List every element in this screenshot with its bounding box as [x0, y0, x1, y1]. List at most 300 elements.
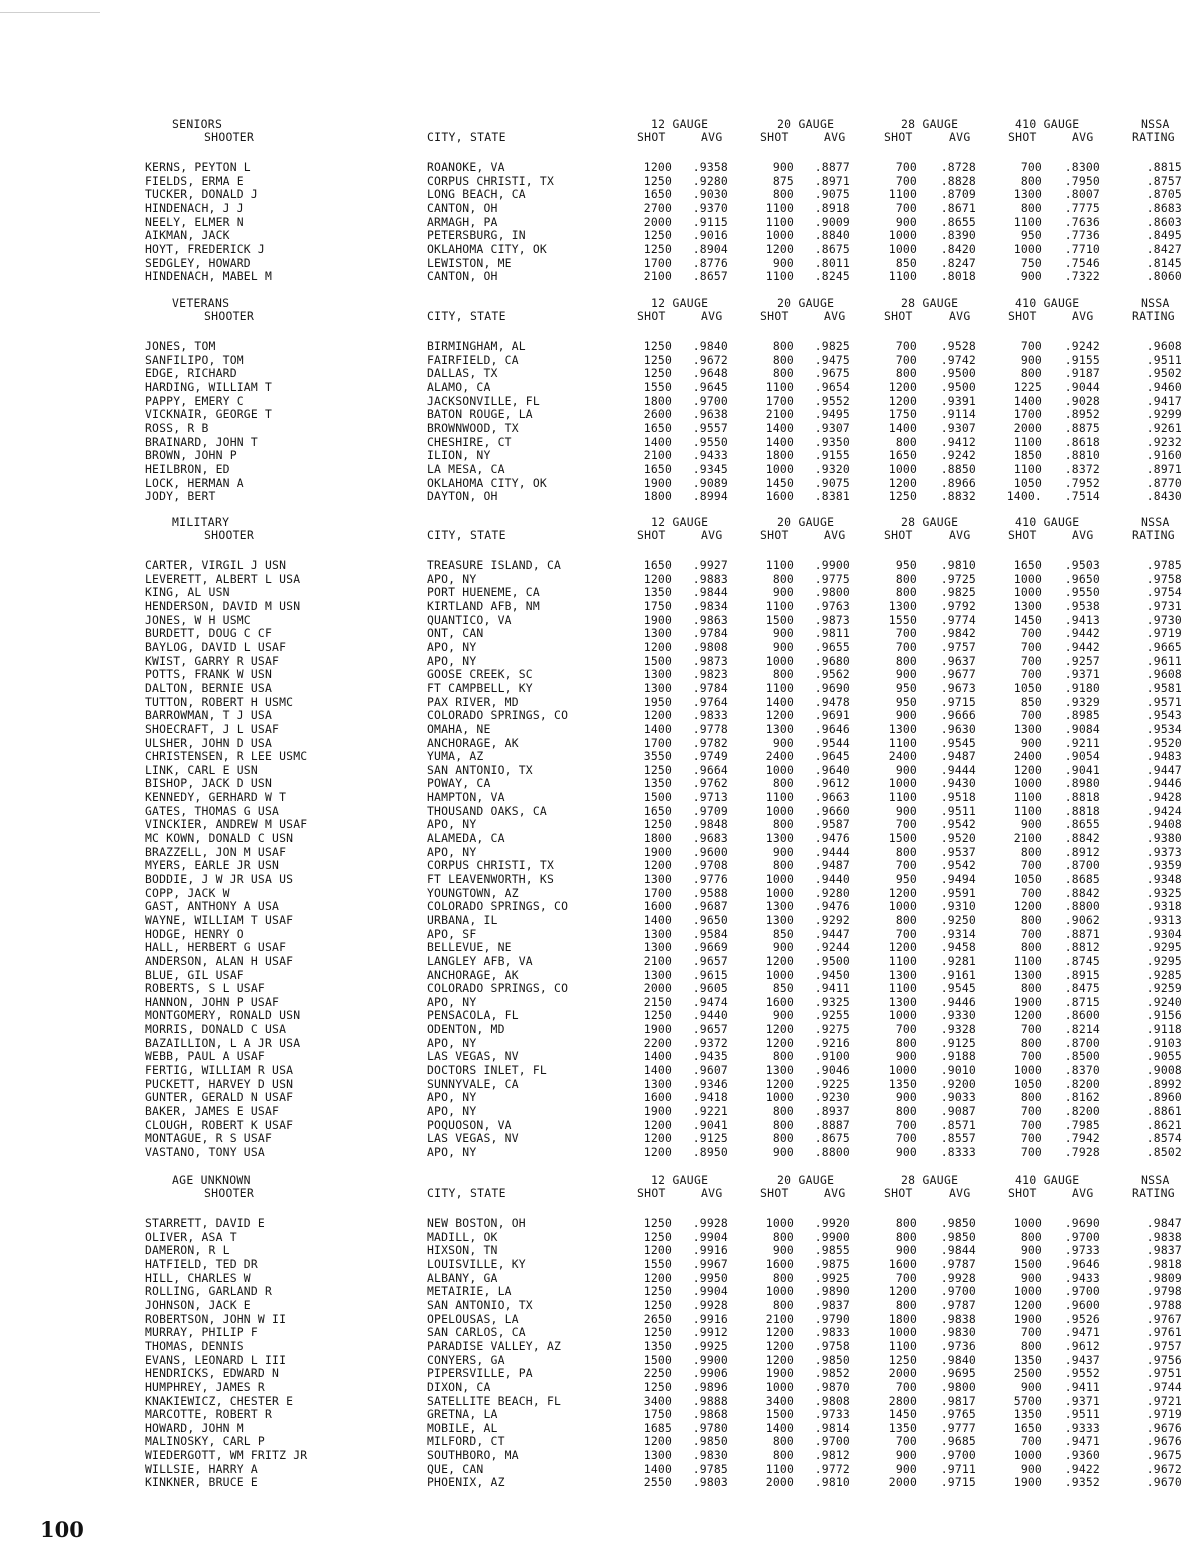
gauge28-avg: .9310 [940, 899, 976, 914]
gauge410-shot: 2500 [1013, 1366, 1042, 1381]
gauge28-avg: .8728 [940, 160, 976, 174]
gauge12-shot: 1200 [643, 1270, 672, 1285]
nssa-rating: .8060 [1146, 269, 1182, 284]
nssa-rating: .9424 [1146, 803, 1182, 818]
shooter-name: LEVERETT, ALBERT L USA [145, 571, 301, 586]
nssa-rating: .9295 [1146, 940, 1182, 955]
city-state: APO, SF [427, 926, 477, 941]
shooter-name: POTTS, FRANK W USN [145, 667, 273, 682]
gauge20-avg: .9873 [814, 612, 850, 627]
gauge20-shot: 800 [772, 858, 794, 873]
gauge28-shot: 800 [895, 434, 917, 449]
nssa-rating: .9118 [1146, 1022, 1182, 1037]
gauge20-avg: .9440 [814, 871, 850, 886]
city-state: QUANTICO, VA [427, 612, 512, 627]
gauge12-shot: 1400 [643, 1063, 672, 1077]
gauge410-avg: .7952 [1064, 475, 1100, 490]
gauge410-shot: 700 [1020, 858, 1042, 873]
gauge28-avg: .9777 [940, 1420, 976, 1435]
gauge410-shot: 950 [1020, 228, 1042, 243]
gauge28-shot: 1200 [888, 940, 917, 955]
gauge410-avg: .9352 [1064, 1475, 1100, 1490]
gauge28-header: 28 GAUGE [901, 296, 959, 310]
gauge20-header: 20 GAUGE [777, 296, 835, 310]
gauge28-shot: 800 [895, 1297, 917, 1312]
gauge12-avg: .9868 [692, 1407, 728, 1422]
gauge28-shot: 900 [895, 214, 917, 229]
table-row [0, 736, 1200, 750]
gauge12-shot: 1800 [643, 393, 672, 408]
gauge410-avg: .8980 [1064, 776, 1100, 791]
nssa-rating: .9744 [1146, 1379, 1182, 1394]
gauge410-avg: .8700 [1064, 858, 1100, 873]
gauge28-avg: .9412 [940, 434, 976, 449]
gauge28-avg: .9518 [940, 790, 976, 805]
gauge410-shot: 1200 [1013, 1297, 1042, 1312]
gauge20-shot: 1300 [765, 831, 794, 845]
table-row [0, 1243, 1200, 1257]
gauge20-shot: 1100 [765, 558, 794, 572]
gauge12-shot: 2100 [643, 269, 672, 284]
gauge28-avg: .9928 [940, 1270, 976, 1285]
gauge12-avg: .9782 [692, 735, 728, 750]
city-state: LOUISVILLE, KY [427, 1257, 526, 1271]
gauge28-avg: .9494 [940, 871, 976, 886]
table-row [0, 722, 1200, 736]
gauge12-shot: 1250 [643, 1297, 672, 1312]
nssa-rating: .8603 [1146, 214, 1182, 229]
gauge410-shot: 1650 [1013, 558, 1042, 572]
gauge12-avg: .9840 [692, 339, 728, 353]
gauge410-avg: .9411 [1064, 1379, 1100, 1394]
gauge12-shot: 1300 [643, 940, 672, 955]
gauge410-avg: .7942 [1064, 1131, 1100, 1146]
gauge12-shot: 1800 [643, 831, 672, 845]
gauge12-avg: .8950 [692, 1145, 728, 1159]
shooter-name: BAYLOG, DAVID L USAF [145, 639, 287, 654]
gauge410-avg: .9646 [1064, 1257, 1100, 1271]
gauge410-avg: .9550 [1064, 585, 1100, 600]
gauge12-avg: .9115 [692, 214, 728, 229]
city-state-header: CITY, STATE [427, 309, 506, 323]
nssa-rating: .9318 [1146, 899, 1182, 914]
gauge410-avg: .9371 [1064, 1393, 1100, 1408]
gauge20-avg: .9900 [814, 1229, 850, 1244]
table-row [0, 899, 1200, 913]
gauge410-header: 410 GAUGE [1015, 117, 1080, 131]
nssa-rating: .9299 [1146, 407, 1182, 422]
nssa-rating: .8815 [1146, 160, 1182, 174]
shooter-name: FERTIG, WILLIAM R USA [145, 1063, 294, 1077]
shooter-name: KING, AL USN [145, 585, 230, 600]
gauge12-shot: 1250 [643, 173, 672, 188]
gauge28-shot: 900 [895, 1448, 917, 1463]
gauge20-avg: .9850 [814, 1352, 850, 1367]
shooter-name: WIEDERGOTT, WM FRITZ JR [145, 1448, 308, 1463]
gauge410-shot: 1650 [1013, 1420, 1042, 1435]
gauge20-avg: .9900 [814, 558, 850, 572]
shooter-name: GATES, THOMAS G USA [145, 803, 280, 818]
gauge20-avg: .9552 [814, 393, 850, 408]
gauge28-avg: .9792 [940, 599, 976, 613]
gauge12-avg: .9041 [692, 1117, 728, 1132]
gauge20-avg: .8011 [814, 255, 850, 270]
shooter-name: MARCOTTE, ROBERT R [145, 1407, 273, 1422]
nssa-rating: .9373 [1146, 844, 1182, 859]
gauge410-shot: 700 [1020, 1325, 1042, 1340]
shooter-name: VINCKIER, ANDREW M USAF [145, 817, 308, 832]
gauge410-shot: 800 [1020, 366, 1042, 381]
gauge28-avg: .9787 [940, 1297, 976, 1312]
gauge20-avg: .9292 [814, 912, 850, 927]
nssa-rating: .9611 [1146, 653, 1182, 668]
gauge20-shot: 1500 [765, 612, 794, 627]
shooter-name: KENNEDY, GERHARD W T [145, 790, 287, 805]
gauge410-shot: 1900 [1013, 1475, 1042, 1490]
gauge28-header: 28 GAUGE [901, 1173, 959, 1187]
gauge12-shot: 1200 [643, 708, 672, 723]
gauge28-shot: 1600 [888, 1257, 917, 1271]
gauge20-shot: 1100 [765, 380, 794, 394]
table-row [0, 201, 1200, 215]
shooter-name: HENDRICKS, EDWARD N [145, 1366, 280, 1381]
shooter-name: GUNTER, GERALD N USAF [145, 1090, 294, 1105]
gauge12-avg: .9916 [692, 1311, 728, 1326]
gauge410-shot: 1700 [1013, 407, 1042, 422]
gauge20-avg: .8918 [814, 201, 850, 215]
city-state: ODENTON, MD [427, 1022, 505, 1037]
gauge20-shot: 900 [772, 585, 794, 600]
nssa-rating: .9731 [1146, 599, 1182, 613]
gauge20-shot: 800 [772, 1104, 794, 1118]
gauge12-shot: 1750 [643, 599, 672, 613]
gauge20-avg: .9680 [814, 653, 850, 668]
gauge20-shot-header: SHOT [760, 528, 789, 542]
gauge20-shot: 900 [772, 255, 794, 270]
gauge410-shot: 800 [1020, 844, 1042, 859]
gauge410-avg: .7775 [1064, 201, 1100, 215]
gauge410-shot: 1100 [1013, 214, 1042, 229]
nssa-rating: .8705 [1146, 187, 1182, 202]
gauge20-avg-header: AVG [824, 130, 846, 144]
city-state: ALAMO, CA [427, 380, 491, 394]
gauge28-shot: 900 [895, 667, 917, 682]
gauge12-avg: .9607 [692, 1063, 728, 1077]
gauge12-avg: .9657 [692, 1022, 728, 1037]
gauge28-avg: .9458 [940, 940, 976, 955]
gauge410-shot: 850 [1020, 694, 1042, 709]
shooter-name: SHOECRAFT, J L USAF [145, 721, 280, 736]
gauge20-shot: 1000 [765, 803, 794, 818]
table-row [0, 1353, 1200, 1367]
gauge20-shot: 1000 [765, 1090, 794, 1105]
gauge410-avg: .7546 [1064, 255, 1100, 270]
nssa-rating: .9757 [1146, 1338, 1182, 1353]
gauge12-shot: 1250 [643, 1325, 672, 1340]
nssa-rating: .8502 [1146, 1145, 1182, 1159]
table-row [0, 1407, 1200, 1421]
table-row [0, 1380, 1200, 1394]
gauge28-avg: .8832 [940, 489, 976, 504]
shooter-name: HEILBRON, ED [145, 461, 230, 476]
gauge12-avg: .9650 [692, 912, 728, 927]
shooter-name: CLOUGH, ROBERT K USAF [145, 1117, 294, 1132]
gauge28-shot: 700 [895, 626, 917, 641]
table-row [0, 872, 1200, 886]
city-state: CHESHIRE, CT [427, 434, 512, 449]
gauge12-avg: .9906 [692, 1366, 728, 1381]
gauge12-avg: .9664 [692, 762, 728, 777]
gauge20-avg-header: AVG [824, 309, 846, 323]
table-row [0, 256, 1200, 270]
gauge28-avg: .9757 [940, 639, 976, 654]
gauge28-avg: .8420 [940, 241, 976, 256]
gauge12-shot: 1500 [643, 790, 672, 805]
gauge20-avg: .9812 [814, 1448, 850, 1463]
gauge20-avg: .9690 [814, 680, 850, 695]
shooter-name: KERNS, PEYTON L [145, 160, 251, 174]
gauge28-shot-header: SHOT [884, 1186, 913, 1200]
gauge28-avg: .9673 [940, 680, 976, 695]
gauge20-shot: 1100 [765, 790, 794, 805]
gauge28-shot: 1300 [888, 721, 917, 736]
gauge12-avg: .9834 [692, 599, 728, 613]
gauge410-shot: 700 [1020, 1022, 1042, 1037]
table-row [0, 242, 1200, 256]
gauge12-avg: .9904 [692, 1229, 728, 1244]
gauge410-avg: .9690 [1064, 1216, 1100, 1230]
section-title: SENIORS [172, 117, 223, 131]
city-state: SAN ANTONIO, TX [427, 762, 533, 777]
gauge28-avg: .9677 [940, 667, 976, 682]
gauge20-avg: .9255 [814, 1008, 850, 1023]
gauge410-shot: 900 [1020, 352, 1042, 367]
gauge410-avg: .9733 [1064, 1243, 1100, 1258]
gauge28-avg: .9328 [940, 1022, 976, 1037]
table-row [0, 886, 1200, 900]
gauge20-avg: .8887 [814, 1117, 850, 1132]
gauge20-avg: .9350 [814, 434, 850, 449]
shooter-name: HINDENACH, MABEL M [145, 269, 273, 284]
shooter-name: JOHNSON, JACK E [145, 1297, 251, 1312]
city-state: APO, NY [427, 1104, 477, 1118]
city-state: COLORADO SPRINGS, CO [427, 981, 569, 996]
gauge28-avg: .9850 [940, 1229, 976, 1244]
gauge410-avg: .9422 [1064, 1461, 1100, 1476]
gauge28-shot: 900 [895, 708, 917, 723]
gauge12-avg: .9883 [692, 571, 728, 586]
gauge20-shot: 900 [772, 735, 794, 750]
gauge410-avg: .7514 [1064, 489, 1100, 504]
gauge410-shot: 700 [1020, 708, 1042, 723]
gauge12-shot: 1350 [643, 585, 672, 600]
shooter-name: MURRAY, PHILIP F [145, 1325, 258, 1340]
gauge20-shot: 900 [772, 160, 794, 174]
table-row [0, 585, 1200, 599]
gauge410-avg: .9433 [1064, 1270, 1100, 1285]
gauge410-header: 410 GAUGE [1015, 296, 1080, 310]
shooter-name: HODGE, HENRY O [145, 926, 244, 941]
gauge20-shot: 1200 [765, 953, 794, 968]
table-row [0, 1434, 1200, 1448]
gauge20-shot: 1100 [765, 269, 794, 284]
gauge28-avg: .9520 [940, 831, 976, 845]
gauge20-shot: 1000 [765, 967, 794, 982]
shooter-name: DAMERON, R L [145, 1243, 230, 1258]
gauge12-shot: 1250 [643, 1008, 672, 1023]
table-row [0, 1131, 1200, 1145]
city-state: DALLAS, TX [427, 366, 498, 381]
gauge410-shot: 1900 [1013, 1311, 1042, 1326]
gauge28-avg: .9542 [940, 817, 976, 832]
city-state: ANCHORAGE, AK [427, 967, 519, 982]
gauge28-avg: .9850 [940, 1216, 976, 1230]
gauge12-avg: .9657 [692, 953, 728, 968]
gauge410-avg: .8200 [1064, 1076, 1100, 1091]
table-row [0, 913, 1200, 927]
gauge20-avg: .9475 [814, 352, 850, 367]
gauge410-shot: 1200 [1013, 1008, 1042, 1023]
shooter-name: AIKMAN, JACK [145, 228, 230, 243]
gauge410-shot: 1100 [1013, 461, 1042, 476]
gauge12-shot: 1200 [643, 1243, 672, 1258]
city-state: POWAY, CA [427, 776, 491, 791]
gauge20-shot: 800 [772, 187, 794, 202]
gauge12-shot: 2700 [643, 201, 672, 215]
gauge12-shot: 1250 [643, 1379, 672, 1394]
gauge410-avg: .7710 [1064, 241, 1100, 256]
gauge28-avg: .9700 [940, 1448, 976, 1463]
table-row [0, 462, 1200, 476]
city-state: APO, NY [427, 1090, 477, 1105]
gauge20-shot: 1000 [765, 653, 794, 668]
gauge28-shot: 700 [895, 339, 917, 353]
shooter-name: HARDING, WILLIAM T [145, 380, 273, 394]
gauge12-avg: .9764 [692, 694, 728, 709]
gauge20-avg: .9833 [814, 1325, 850, 1340]
nssa-rating: .9721 [1146, 1393, 1182, 1408]
gauge20-avg: .9855 [814, 1243, 850, 1258]
gauge410-shot: 2100 [1013, 831, 1042, 845]
gauge12-avg: .9221 [692, 1104, 728, 1118]
gauge28-shot: 800 [895, 844, 917, 859]
table-row [0, 489, 1200, 503]
gauge410-avg: .8812 [1064, 940, 1100, 955]
gauge28-avg: .9840 [940, 1352, 976, 1367]
gauge12-avg: .9830 [692, 1448, 728, 1463]
gauge410-shot: 900 [1020, 1270, 1042, 1285]
gauge20-avg: .9487 [814, 858, 850, 873]
gauge12-shot: 2000 [643, 981, 672, 996]
nssa-rating: .9502 [1146, 366, 1182, 381]
gauge20-avg: .8937 [814, 1104, 850, 1118]
city-state: URBANA, IL [427, 912, 498, 927]
gauge20-shot: 1200 [765, 241, 794, 256]
city-state-header: CITY, STATE [427, 1186, 506, 1200]
gauge12-shot: 3400 [643, 1393, 672, 1408]
city-state: ARMAGH, PA [427, 214, 498, 229]
gauge28-avg: .9715 [940, 1475, 976, 1490]
gauge410-shot: 1000 [1013, 1216, 1042, 1230]
gauge410-avg: .9329 [1064, 694, 1100, 709]
gauge410-avg: .7950 [1064, 173, 1100, 188]
city-state: SAN CARLOS, CA [427, 1325, 526, 1340]
gauge12-avg: .9762 [692, 776, 728, 791]
table-row [0, 435, 1200, 449]
gauge12-shot: 1750 [643, 1407, 672, 1422]
gauge410-avg: .9526 [1064, 1311, 1100, 1326]
gauge12-shot: 1250 [643, 817, 672, 832]
gauge28-shot: 800 [895, 1035, 917, 1050]
gauge410-avg: .9442 [1064, 639, 1100, 654]
gauge12-shot: 1300 [643, 680, 672, 695]
gauge20-shot: 1300 [765, 721, 794, 736]
table-row [0, 572, 1200, 586]
nssa-rating: .9838 [1146, 1229, 1182, 1244]
gauge12-shot-header: SHOT [637, 528, 666, 542]
gauge20-avg: .8800 [814, 1145, 850, 1159]
nssa-rating: .9232 [1146, 434, 1182, 449]
table-row [0, 1022, 1200, 1036]
gauge20-shot: 1000 [765, 1284, 794, 1299]
shooter-name: ULSHER, JOHN D USA [145, 735, 273, 750]
gauge12-shot: 1350 [643, 1338, 672, 1353]
city-state: FT LEAVENWORTH, KS [427, 871, 555, 886]
city-state: ILION, NY [427, 448, 491, 463]
city-state: OMAHA, NE [427, 721, 491, 736]
gauge28-avg: .9200 [940, 1076, 976, 1091]
gauge28-header: 28 GAUGE [901, 515, 959, 529]
gauge20-shot: 900 [772, 639, 794, 654]
gauge20-shot: 1400 [765, 420, 794, 435]
gauge12-avg: .9950 [692, 1270, 728, 1285]
table-row [0, 215, 1200, 229]
table-row [0, 954, 1200, 968]
gauge410-header: 410 GAUGE [1015, 515, 1080, 529]
gauge20-shot: 850 [772, 981, 794, 996]
gauge20-avg: .9800 [814, 585, 850, 600]
gauge12-avg: .9089 [692, 475, 728, 490]
gauge410-shot: 1050 [1013, 1076, 1042, 1091]
gauge28-shot: 900 [895, 1145, 917, 1159]
gauge410-avg: .9041 [1064, 762, 1100, 777]
gauge28-shot: 950 [895, 694, 917, 709]
city-state: FAIRFIELD, CA [427, 352, 519, 367]
shooter-name: MONTGOMERY, RONALD USN [145, 1008, 301, 1023]
gauge410-avg: .8915 [1064, 967, 1100, 982]
city-state: PAX RIVER, MD [427, 694, 519, 709]
gauge28-avg: .9630 [940, 721, 976, 736]
gauge20-shot: 800 [772, 1117, 794, 1132]
gauge12-avg-header: AVG [701, 1186, 723, 1200]
gauge20-shot: 1200 [765, 1325, 794, 1340]
gauge12-shot: 1800 [643, 489, 672, 504]
table-row [0, 940, 1200, 954]
table-row [0, 968, 1200, 982]
gauge410-avg: .7636 [1064, 214, 1100, 229]
gauge410-shot: 1000 [1013, 776, 1042, 791]
gauge28-avg: .9844 [940, 1243, 976, 1258]
gauge12-shot: 1250 [643, 1216, 672, 1230]
gauge12-shot: 1400 [643, 1461, 672, 1476]
gauge12-avg: .9672 [692, 352, 728, 367]
gauge12-header: 12 GAUGE [651, 1173, 709, 1187]
gauge12-avg: .9687 [692, 899, 728, 914]
nssa-rating: .9543 [1146, 708, 1182, 723]
shooter-name: JODY, BERT [145, 489, 216, 504]
gauge28-avg: .9500 [940, 366, 976, 381]
city-state: SATELLITE BEACH, FL [427, 1393, 562, 1408]
